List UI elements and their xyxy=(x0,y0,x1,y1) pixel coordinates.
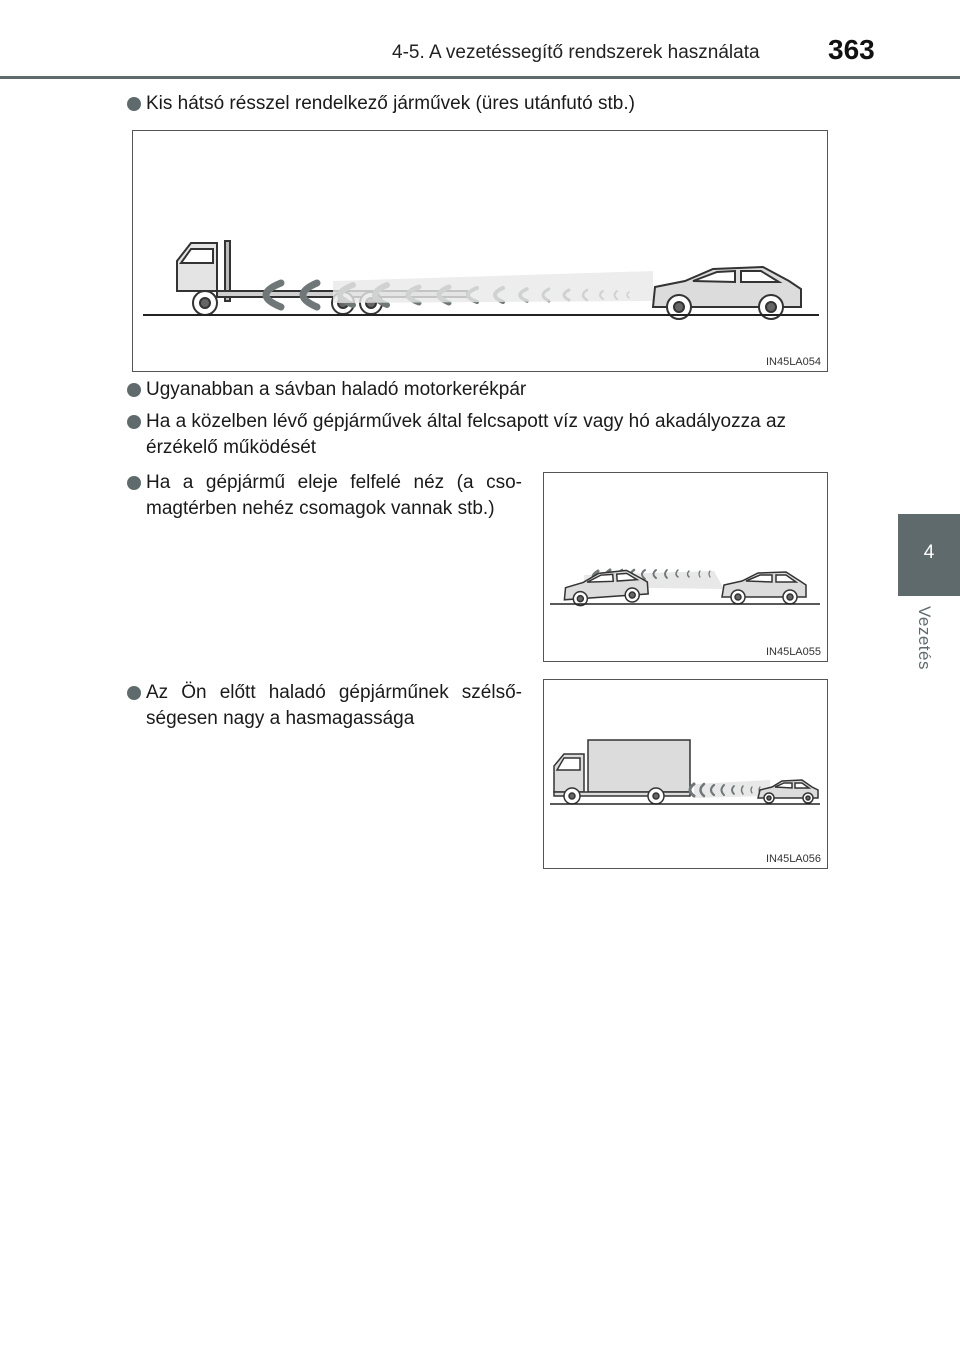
bullet-text: Kis hátsó résszel rendelkező járművek (üres utánfutó stb.) xyxy=(146,93,635,114)
figure-trailer-truck xyxy=(132,130,828,372)
header-divider xyxy=(0,76,960,79)
bullet-item xyxy=(127,680,522,732)
page-number: 363 xyxy=(828,34,875,65)
bullet-dot-icon xyxy=(127,686,141,700)
figure-code: IN45LA055 xyxy=(765,646,821,658)
car-icon xyxy=(653,267,801,319)
bullet-text-line1: Ha a közelben lévő gépjárművek által felcsapott víz vagy hó akadályozza az xyxy=(146,411,787,432)
bullet-item xyxy=(127,91,847,117)
truck-cab-icon xyxy=(177,241,467,315)
chapter-number: 4 xyxy=(923,542,935,563)
bullet-text-line2: érzékelő működését xyxy=(146,437,317,458)
high-clearance-illustration xyxy=(544,680,827,868)
nose-up-illustration xyxy=(544,473,827,661)
car-icon xyxy=(722,572,806,604)
bullet-dot-icon xyxy=(127,476,141,490)
bullet-dot-icon xyxy=(127,97,141,111)
bullet-text-line1: Ha a gépjármű eleje felfelé néz (a cso- xyxy=(146,472,522,493)
bullet-text: Ugyanabban a sávban haladó motorkerékpár xyxy=(146,379,527,400)
trailer-truck-illustration xyxy=(133,131,827,371)
bullet-text-line2: ségesen nagy a hasmagassága xyxy=(146,708,415,729)
car-icon xyxy=(563,569,649,607)
bullet-text-line2: magtérben nehéz csomagok vannak stb.) xyxy=(146,498,495,519)
figure-nose-up-car xyxy=(543,472,828,662)
figure-high-clearance-truck xyxy=(543,679,828,869)
figure-code: IN45LA054 xyxy=(765,356,821,368)
chapter-tab xyxy=(898,514,960,596)
bullet-item xyxy=(127,470,522,522)
chapter-title: Vezetés xyxy=(915,606,934,670)
bullet-dot-icon xyxy=(127,383,141,397)
section-title: 4-5. A vezetéssegítő rendszerek használata xyxy=(392,42,760,63)
truck-icon xyxy=(554,740,690,804)
bullet-item xyxy=(127,377,847,403)
beam-spread-icon xyxy=(333,271,653,303)
bullet-text-line1: Az Ön előtt haladó gépjárműnek szélső- xyxy=(146,682,522,703)
bullet-item xyxy=(127,409,867,461)
bullet-dot-icon xyxy=(127,415,141,429)
figure-code: IN45LA056 xyxy=(765,853,821,865)
